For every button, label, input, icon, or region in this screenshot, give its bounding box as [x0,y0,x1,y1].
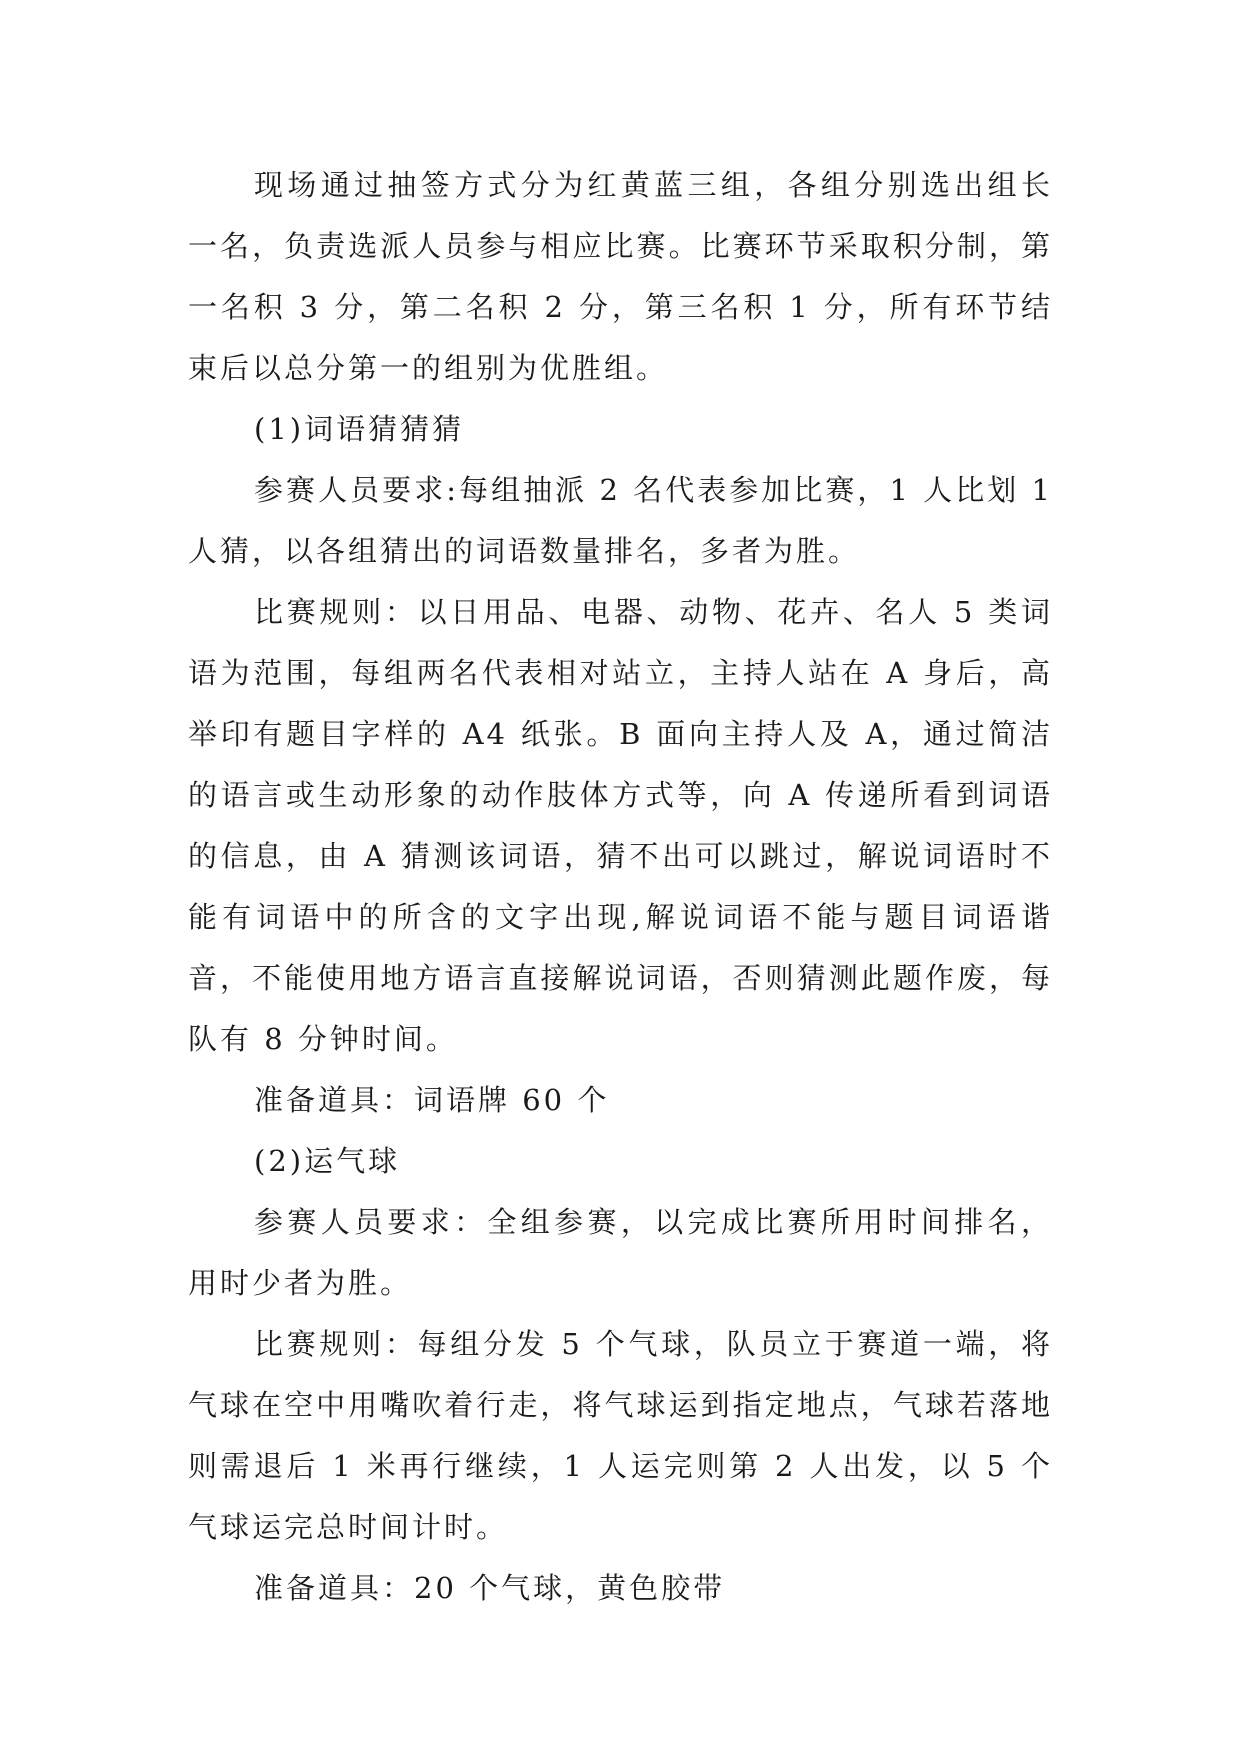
paragraph-balloon-props: 准备道具：20 个气球，黄色胶带 [254,1571,726,1605]
paragraph-balloon-rules: 比赛规则：每组分发 5 个气球，队员立于赛道一端，将气球在空中用嘴吹着行走，将气球运到指定地点，气球若落地则需退后 1 米再行继续，1 人运完则第 2 人出发，以 5 个气球运完总时间计时。 [188,1327,1053,1544]
document-body [188,155,1053,1619]
section-heading-balloon: (2)运气球 [254,1144,401,1178]
paragraph-grouping-rules: 现场通过抽签方式分为红黄蓝三组，各组分别选出组长一名，负责选派人员参与相应比赛。比赛环节采取积分制，第一名积 3 分，第二名积 2 分，第三名积 1 分，所有环节结束后以总分第一的组别为优胜组。 [188,168,1053,385]
paragraph-word-guess-participants: 参赛人员要求:每组抽派 2 名代表参加比赛，1 人比划 1 人猜，以各组猜出的词语数量排名，多者为胜。 [188,473,1053,568]
section-heading-word-guess: (1)词语猜猜猜 [254,412,465,446]
paragraph-balloon-participants: 参赛人员要求：全组参赛，以完成比赛所用时间排名，用时少者为胜。 [188,1205,1053,1300]
paragraph-word-guess-rules: 比赛规则：以日用品、电器、动物、花卉、名人 5 类词语为范围，每组两名代表相对站立，主持人站在 A 身后，高举印有题目字样的 A4 纸张。B 面向主持人及 A，通过简洁的语言或生动形象的动作肢体方式等，向 A 传递所看到词语的信息，由 A 猜测该词语，猜不出可以跳过，解说词语时不能有词语中的所含的文字出现,解说词语不能与题目词语谐音，不能使用地方语言直接解说词语，否则猜测此题作废，每队有 8 分钟时间。 [188,595,1053,1056]
paragraph-word-guess-props: 准备道具：词语牌 60 个 [254,1083,610,1117]
